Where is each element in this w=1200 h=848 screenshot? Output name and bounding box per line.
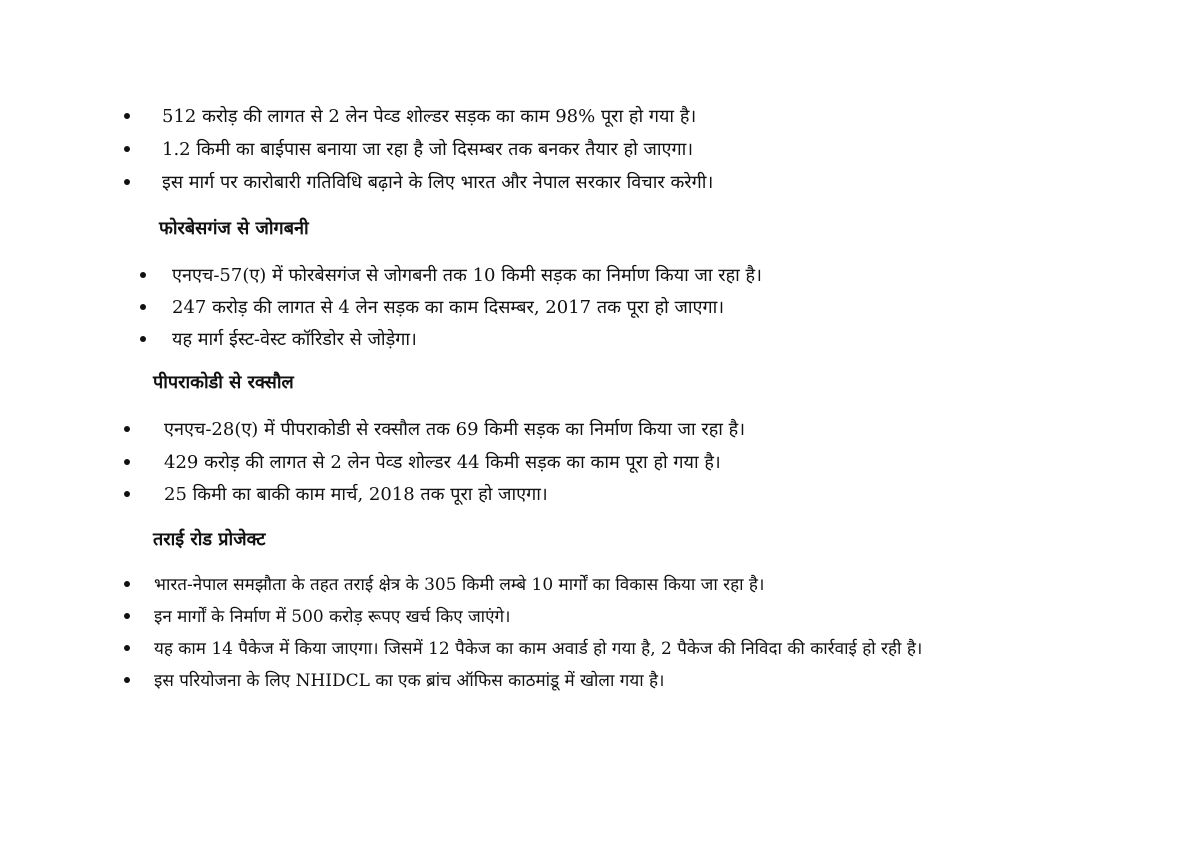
list-item-text: इन मार्गों के निर्माण में 500 करोड़ रूपए खर्च किए जाएंगे। [154,607,511,627]
list-item-text: 1.2 किमी का बाईपास बनाया जा रहा है जो दिसम्बर तक बनकर तैयार हो जाएगा। [162,139,694,160]
bullet-icon [124,677,130,683]
list-item-text: इस मार्ग पर कारोबारी गतिविधि बढ़ाने के लिए भारत और नेपाल सरकार विचार करेगी। [162,172,714,193]
list-item-text: 429 करोड़ की लागत से 2 लेन पेव्ड शोल्डर 44 किमी सड़क का काम पूरा हो गया है। [164,452,721,473]
bullet-icon [140,304,146,310]
bullet-icon [140,272,146,278]
bullet-icon [124,581,130,587]
bullet-icon [124,613,130,619]
list-item-text: यह मार्ग ईस्ट-वेस्ट कॉरिडोर से जोड़ेगा। [172,329,417,350]
bullet-icon [124,459,130,465]
bullet-icon [124,146,130,152]
list-item-text: एनएच-28(ए) में पीपराकोडी से रक्सौल तक 69 किमी सड़क का निर्माण किया जा रहा है। [164,419,746,440]
bullet-icon [124,113,130,119]
list-item-text: यह काम 14 पैकेज में किया जाएगा। जिसमें 12 पैकेज का काम अवार्ड हो गया है, 2 पैकेज की निविदा की कार्रवाई हो रही है। [154,639,923,659]
list-item-text: एनएच-57(ए) में फोरबेसगंज से जोगबनी तक 10 किमी सड़क का निर्माण किया जा रहा है। [172,265,762,286]
list-item-text: 512 करोड़ की लागत से 2 लेन पेव्ड शोल्डर सड़क का काम 98% पूरा हो गया है। [162,106,697,127]
list-item-text: इस परियोजना के लिए NHIDCL का एक ब्रांच ऑफिस काठमांडू में खोला गया है। [154,671,665,691]
list-item-text: 25 किमी का बाकी काम मार्च, 2018 तक पूरा हो जाएगा। [164,484,548,505]
bullet-icon [124,491,130,497]
section-heading: पीपराकोडी से रक्सौल [153,372,294,393]
bullet-icon [140,336,146,342]
bullet-icon [124,426,130,432]
bullet-icon [124,179,130,185]
bullet-icon [124,645,130,651]
section-heading: तराई रोड प्रोजेक्ट [153,529,266,550]
list-item-text: 247 करोड़ की लागत से 4 लेन सड़क का काम दिसम्बर, 2017 तक पूरा हो जाएगा। [172,297,725,318]
list-item-text: भारत-नेपाल समझौता के तहत तराई क्षेत्र के 305 किमी लम्बे 10 मार्गों का विकास किया जा रहा है। [154,575,765,595]
section-heading: फोरबेसगंज से जोगबनी [159,218,309,239]
